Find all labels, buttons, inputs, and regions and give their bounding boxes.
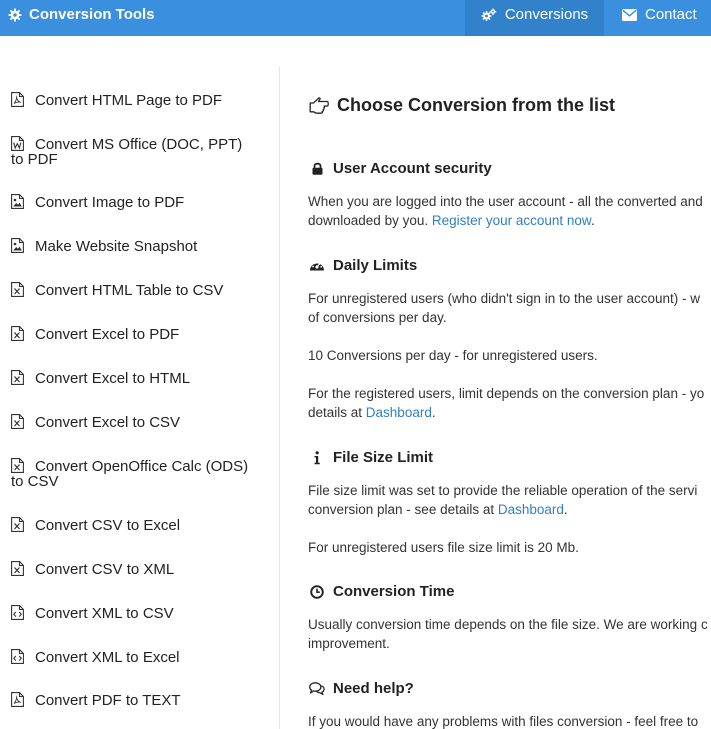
dashboard-link[interactable]: Dashboard	[365, 405, 432, 420]
sidebar-item-label: Convert CSV to XML	[35, 561, 175, 578]
pdf-file-icon	[11, 692, 24, 707]
excel-file-icon	[11, 326, 24, 341]
page-title	[309, 95, 615, 116]
sidebar-item-label: Convert Excel to HTML	[35, 370, 191, 387]
excel-file-icon	[11, 517, 24, 532]
section-heading-filesize	[309, 449, 433, 466]
section-heading-text: Daily Limits	[333, 257, 418, 274]
sidebar-item-label: Convert Excel to CSV	[35, 414, 181, 431]
sidebar-item-xml-to-csv[interactable]	[11, 605, 273, 621]
page-title-text: Choose Conversion from the list	[337, 95, 616, 115]
nav-contact[interactable]	[604, 0, 711, 36]
sidebar-item-csv-to-excel[interactable]	[11, 517, 273, 533]
paragraph-line: For unregistered users file size limit is 20 Mb.	[308, 540, 579, 555]
paragraph-line: For unregistered users (who didn't sign in to the user account) - w	[308, 291, 701, 306]
help-paragraph	[308, 712, 711, 729]
hand-pointer-left-icon	[309, 97, 329, 114]
image-file-icon	[11, 194, 24, 209]
section-heading-text: Need help?	[333, 680, 414, 697]
paragraph-punct: .	[431, 405, 436, 420]
sidebar-item-label: Convert CSV to Excel	[35, 517, 181, 534]
section-heading-text: User Account security	[333, 160, 492, 177]
nav-conversions[interactable]	[465, 0, 604, 36]
conversion-list-sidebar	[0, 67, 280, 729]
sidebar-item-ods-to-csv[interactable]	[11, 458, 273, 489]
sidebar-item-label: Convert Image to PDF	[35, 194, 185, 211]
sidebar-item-label: Convert PDF to TEXT	[35, 692, 181, 709]
comments-icon	[309, 682, 325, 695]
sidebar-item-label: Convert Excel to PDF	[35, 326, 180, 343]
sidebar-item-html-to-pdf[interactable]	[11, 92, 273, 108]
word-file-icon	[11, 136, 24, 151]
paragraph-line: 10 Conversions per day - for unregistered users.	[308, 348, 598, 363]
limits-paragraph-1	[308, 289, 711, 327]
sidebar-item-html-table-to-csv[interactable]	[11, 282, 273, 298]
paragraph-line: File size limit was set to provide the reliable operation of the servi	[308, 483, 698, 498]
register-account-link[interactable]: Register your account now	[431, 213, 591, 228]
paragraph-punct: .	[590, 213, 595, 228]
section-heading-help	[309, 680, 414, 697]
paragraph-line: If you would have any problems with files conversion - feel free to	[308, 714, 699, 729]
paragraph-line: conversion plan - see details at	[308, 502, 498, 517]
excel-file-icon	[11, 561, 24, 576]
code-file-icon	[11, 649, 24, 664]
gears-icon	[481, 0, 497, 30]
excel-file-icon	[11, 370, 24, 385]
limits-paragraph-2	[308, 346, 711, 365]
excel-file-icon	[11, 414, 24, 429]
section-heading-text: File Size Limit	[333, 449, 434, 466]
gear-icon	[8, 8, 22, 22]
time-paragraph	[308, 615, 711, 653]
sidebar-item-label: Convert OpenOffice Calc (ODS)	[35, 458, 249, 475]
sidebar-item-label-line2: to CSV	[11, 473, 59, 490]
sidebar-item-excel-to-csv[interactable]	[11, 414, 273, 430]
security-paragraph	[308, 192, 711, 230]
section-heading-limits	[309, 257, 417, 274]
paragraph-line: improvement.	[308, 636, 390, 651]
sidebar-item-image-to-pdf[interactable]	[11, 194, 273, 210]
sidebar-item-excel-to-html[interactable]	[11, 370, 273, 386]
sidebar-item-label: Convert XML to CSV	[35, 605, 174, 622]
envelope-icon	[622, 0, 637, 30]
sidebar-item-xml-to-excel[interactable]	[11, 649, 273, 665]
filesize-paragraph-2	[308, 538, 711, 557]
info-icon	[309, 451, 325, 465]
clock-icon	[309, 585, 325, 599]
sidebar-item-label: Convert HTML Table to CSV	[35, 282, 224, 299]
filesize-paragraph-1	[308, 481, 711, 519]
paragraph-punct: .	[563, 502, 568, 517]
nav-contact-label: Contact	[645, 6, 697, 23]
sidebar-item-excel-to-pdf[interactable]	[11, 326, 273, 342]
brand-link[interactable]	[8, 0, 155, 30]
pdf-file-icon	[11, 92, 24, 107]
sidebar-item-label: Make Website Snapshot	[35, 238, 198, 255]
excel-file-icon	[11, 458, 24, 473]
paragraph-line: of conversions per day.	[308, 310, 447, 325]
code-file-icon	[11, 605, 24, 620]
brand-title: Conversion Tools	[29, 6, 155, 23]
paragraph-line: For the registered users, limit depends on the conversion plan - yo	[308, 386, 705, 401]
image-file-icon	[11, 238, 24, 253]
nav-conversions-label: Conversions	[504, 6, 589, 23]
main-content	[280, 36, 711, 729]
paragraph-line: When you are logged into the user account - all the converted and	[308, 194, 703, 209]
sidebar-item-office-to-pdf[interactable]	[11, 136, 273, 167]
dashboard-gauge-icon	[309, 259, 325, 272]
sidebar-item-label-line2: to PDF	[11, 151, 58, 168]
sidebar-item-csv-to-xml[interactable]	[11, 561, 273, 577]
sidebar-item-website-snapshot[interactable]	[11, 238, 273, 254]
section-heading-time	[309, 583, 454, 600]
paragraph-line: downloaded by you.	[308, 213, 432, 228]
lock-icon	[309, 162, 325, 175]
section-heading-security	[309, 160, 492, 177]
sidebar-item-label: Convert MS Office (DOC, PPT)	[35, 136, 243, 153]
paragraph-line: Usually conversion time depends on the file size. We are working c	[308, 617, 708, 632]
paragraph-line: details at	[308, 405, 366, 420]
top-navbar	[0, 0, 711, 36]
dashboard-link[interactable]: Dashboard	[497, 502, 564, 517]
excel-file-icon	[11, 282, 24, 297]
section-heading-text: Conversion Time	[333, 583, 455, 600]
sidebar-item-label: Convert XML to Excel	[35, 649, 180, 666]
limits-paragraph-3	[308, 384, 711, 422]
sidebar-item-label: Convert HTML Page to PDF	[35, 92, 223, 109]
sidebar-item-pdf-to-text[interactable]	[11, 692, 273, 708]
